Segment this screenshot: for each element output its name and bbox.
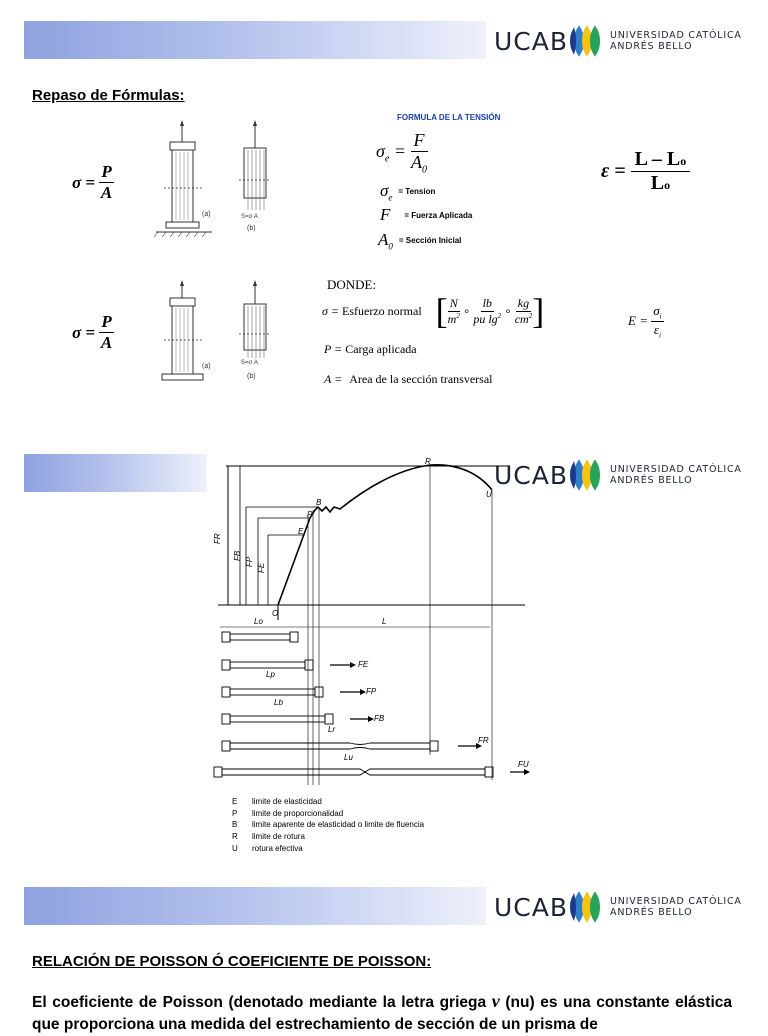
P-definition: P = Carga aplicada [324,342,417,356]
fig-a-label-1: (a) [202,211,211,218]
legend-row-E: E limite de elasticidad [232,797,322,806]
axis-FP: FP [245,556,254,567]
point-R: R [425,457,431,466]
force-FB: FB [374,714,385,723]
force-def: F = Fuerza Aplicada [380,205,473,224]
fig-b-bottom-label-2: S=σ A [241,360,258,366]
column-figure-b-2 [235,278,275,388]
strain-formula-2: Ε = $\frac{\sigma_i}{\varepsilon_i}$ [628,303,662,340]
legend-row-R: R limite de rotura [232,832,305,841]
poisson-paragraph [32,990,732,1033]
logo-wordmark: UCAB [494,26,569,56]
slide3-heading: RELACIÓN DE POISSON Ó COEFICIENTE DE POISSON: [32,953,432,970]
slide1-heading: Repaso de Fórmulas: [32,87,185,104]
point-U: U [486,490,492,499]
column-figure-a-1 [150,118,220,240]
dim-Lr: Lr [328,725,336,734]
fig-b-label-2: (b) [247,373,256,380]
logo-wordmark-2: UCAB [494,460,569,490]
logo-line1: UNIVERSIDAD CATÓLICA [610,30,742,41]
point-E: E [298,527,304,536]
nu-symbol: ν [491,991,500,1011]
point-O: O [272,609,279,618]
logo-line1-3: UNIVERSIDAD CATÓLICA [610,896,742,907]
ucab-logo-2 [494,457,742,493]
donde-label: DONDE: [327,277,377,292]
dim-Lu: Lu [344,753,353,762]
dim-L: L [382,617,387,626]
legend-row-B: B limite aparente de elasticidad o limite de fluencia [232,820,425,829]
force-FE: FE [358,660,369,669]
A-definition: A = Area de la sección transversal [324,372,493,386]
legend-row-U: U rotura efectiva [232,844,303,853]
ucab-flame-icon-2 [570,457,606,493]
sigma-definition: σ = Esfuerzo normal [ N $m^2$ ∘ lb pu $\lg^2$ ∘ kg $cm^2$ ] [322,291,545,331]
tension-formula: $\sigma_e$ = $\frac{F}{A_0}$ [376,130,427,176]
dim-Lb: Lb [274,698,283,707]
fig-b-bottom-label-1: S=σ A [241,214,258,220]
logo-wordmark-3: UCAB [494,892,569,922]
dim-Lp: Lp [266,670,275,679]
point-B: B [316,498,322,507]
poisson-text-2: (nu) es una constante elástica que proporciona una medida del estrechamiento de sección de un prisma de [32,994,732,1033]
slide2-header-band [24,454,207,492]
ucab-flame-icon-3 [570,889,606,925]
ucab-logo [494,23,742,59]
logo-line1-2: UNIVERSIDAD CATÓLICA [610,464,742,475]
stress-formula-1: σ = $\frac{P}{A}$ [72,162,113,202]
column-figure-a-2 [150,278,220,388]
legend-row-P: P limite de proporcionalidad [232,809,344,818]
ucab-logo-3 [494,889,742,925]
logo-line2-2: ANDRÉS BELLO [610,475,693,486]
sigma-e-def: $\sigma_e$ = Tension [380,181,436,203]
axis-FR: FR [213,533,222,544]
dim-Lo: Lo [254,617,263,626]
fig-b-label-1: (b) [247,225,256,232]
column-figure-b-1 [235,118,275,236]
formula-tension-title: FORMULA DE LA TENSIÓN [397,113,501,122]
area-def: $A_0$ = Sección Inicial [378,230,462,252]
logo-line2: ANDRÉS BELLO [610,41,693,52]
stress-strain-diagram [210,455,530,790]
ucab-flame-icon [570,23,606,59]
logo-line2-3: ANDRÉS BELLO [610,907,693,918]
stress-formula-2: σ = $\frac{P}{A}$ [72,312,113,352]
axis-FB: FB [233,550,242,561]
fig-a-label-2: (a) [202,363,211,370]
force-FU: FU [518,760,529,769]
force-FP: FP [366,687,377,696]
force-FR: FR [478,736,489,745]
poisson-text-1: El coeficiente de Poisson (denotado mediante la letra griega [32,994,492,1011]
axis-FE: FE [257,562,266,573]
strain-formula-1: ε = $\frac{L - Lo}{Lo}$ [601,148,690,195]
point-P: P [307,510,313,519]
slide3-header-band [24,887,486,925]
slide1-header-band [24,21,486,59]
